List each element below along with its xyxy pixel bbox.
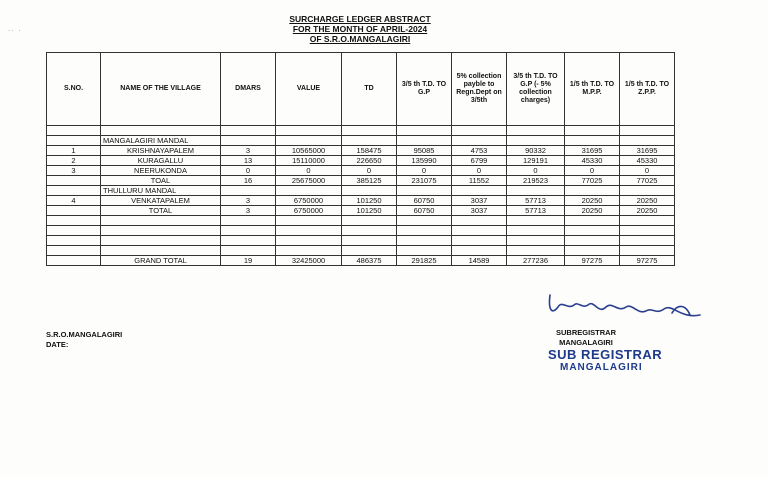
table-cell: 20250 bbox=[565, 206, 620, 216]
table-cell: 3 bbox=[221, 206, 276, 216]
table-cell: 3037 bbox=[452, 206, 507, 216]
table-cell: NEERUKONDA bbox=[101, 166, 221, 176]
table-cell: 219523 bbox=[507, 176, 565, 186]
table-cell bbox=[620, 136, 675, 146]
surcharge-ledger-table bbox=[46, 52, 675, 266]
col-header-zpp: 1/5 th T.D. TO Z.P.P. bbox=[620, 53, 675, 126]
table-cell bbox=[101, 126, 221, 136]
table-cell: 60750 bbox=[397, 206, 452, 216]
table-body bbox=[47, 126, 675, 266]
footer-date-label: DATE: bbox=[46, 340, 69, 349]
table-cell: 3 bbox=[47, 166, 101, 176]
col-header-dmars: DMARS bbox=[221, 53, 276, 126]
table-cell bbox=[452, 246, 507, 256]
table-row bbox=[47, 186, 675, 196]
table-cell bbox=[101, 246, 221, 256]
stamp-line-1: SUB REGISTRAR bbox=[548, 347, 663, 362]
table-cell: MANGALAGIRI MANDAL bbox=[101, 136, 221, 146]
col-header-collection: 5% collection payble to Regn.Dept on 3/5th bbox=[452, 53, 507, 126]
table-cell bbox=[276, 246, 342, 256]
table-cell: 57713 bbox=[507, 196, 565, 206]
table-cell: 6750000 bbox=[276, 196, 342, 206]
table-cell: GRAND TOTAL bbox=[101, 256, 221, 266]
table-cell bbox=[276, 186, 342, 196]
table-row bbox=[47, 236, 675, 246]
table-cell bbox=[221, 236, 276, 246]
table-cell: 226650 bbox=[342, 156, 397, 166]
table-cell bbox=[276, 126, 342, 136]
table-cell: 31695 bbox=[620, 146, 675, 156]
table-cell bbox=[565, 246, 620, 256]
table-cell: 0 bbox=[565, 166, 620, 176]
col-header-td: TD bbox=[342, 53, 397, 126]
table-cell: 6750000 bbox=[276, 206, 342, 216]
table-cell: 10565000 bbox=[276, 146, 342, 156]
table-row bbox=[47, 166, 675, 176]
table-cell: TOAL bbox=[101, 176, 221, 186]
table-cell bbox=[620, 236, 675, 246]
footer-place: MANGALAGIRI bbox=[559, 338, 613, 347]
table-cell: 95085 bbox=[397, 146, 452, 156]
table-cell bbox=[342, 126, 397, 136]
table-cell: 3037 bbox=[452, 196, 507, 206]
table-cell: 31695 bbox=[565, 146, 620, 156]
table-header-row bbox=[47, 53, 675, 126]
col-header-gp-net: 3/5 th T.D. TO G.P (- 5% collection charges) bbox=[507, 53, 565, 126]
table-cell bbox=[507, 226, 565, 236]
table-cell bbox=[397, 186, 452, 196]
table-cell: 0 bbox=[620, 166, 675, 176]
table-cell bbox=[276, 216, 342, 226]
table-cell bbox=[47, 186, 101, 196]
table-cell bbox=[276, 136, 342, 146]
table-cell: 135990 bbox=[397, 156, 452, 166]
table-cell: 77025 bbox=[620, 176, 675, 186]
table-cell bbox=[507, 216, 565, 226]
table-cell bbox=[101, 236, 221, 246]
table-cell: 32425000 bbox=[276, 256, 342, 266]
table-cell bbox=[397, 236, 452, 246]
table-row bbox=[47, 256, 675, 266]
table-cell bbox=[507, 186, 565, 196]
table-cell: 45330 bbox=[565, 156, 620, 166]
table-cell: 0 bbox=[342, 166, 397, 176]
footer-office: S.R.O.MANGALAGIRI bbox=[46, 330, 123, 339]
table-cell: 101250 bbox=[342, 206, 397, 216]
table-row bbox=[47, 216, 675, 226]
table-cell: 13 bbox=[221, 156, 276, 166]
stamp-line-2: MANGALAGIRI bbox=[560, 362, 643, 373]
table-cell bbox=[620, 216, 675, 226]
table-cell: 11552 bbox=[452, 176, 507, 186]
table-cell bbox=[565, 136, 620, 146]
table-cell bbox=[397, 216, 452, 226]
table-cell: 486375 bbox=[342, 256, 397, 266]
table-cell bbox=[620, 186, 675, 196]
table-cell bbox=[507, 126, 565, 136]
table-cell bbox=[47, 176, 101, 186]
table-cell: 158475 bbox=[342, 146, 397, 156]
table-cell: 1 bbox=[47, 146, 101, 156]
table-cell: 25675000 bbox=[276, 176, 342, 186]
col-header-mpp: 1/5 th T.D. TO M.P.P. bbox=[565, 53, 620, 126]
table-cell: 385125 bbox=[342, 176, 397, 186]
table-row bbox=[47, 126, 675, 136]
table-cell bbox=[221, 216, 276, 226]
table-cell bbox=[565, 226, 620, 236]
table-cell bbox=[342, 226, 397, 236]
table-cell bbox=[565, 186, 620, 196]
table-row bbox=[47, 136, 675, 146]
table-row bbox=[47, 146, 675, 156]
table-cell: 0 bbox=[221, 166, 276, 176]
table-cell: 97275 bbox=[565, 256, 620, 266]
table-cell: 3 bbox=[221, 146, 276, 156]
table-cell: 15110000 bbox=[276, 156, 342, 166]
table-cell bbox=[47, 126, 101, 136]
table-cell: 77025 bbox=[565, 176, 620, 186]
table-cell bbox=[221, 246, 276, 256]
scan-marks: · · · bbox=[8, 28, 21, 34]
table-cell: 0 bbox=[452, 166, 507, 176]
table-cell: 45330 bbox=[620, 156, 675, 166]
footer-signatory-block bbox=[556, 328, 616, 348]
table-row bbox=[47, 156, 675, 166]
col-header-gp: 3/5 th T.D. TO G.P bbox=[397, 53, 452, 126]
table-cell bbox=[342, 216, 397, 226]
table-cell bbox=[47, 216, 101, 226]
title-line-2: FOR THE MONTH OF APRIL-2024 bbox=[292, 24, 428, 34]
table-cell bbox=[397, 246, 452, 256]
table-cell: 231075 bbox=[397, 176, 452, 186]
table-cell: 60750 bbox=[397, 196, 452, 206]
table-cell bbox=[342, 186, 397, 196]
table-row bbox=[47, 246, 675, 256]
table-cell bbox=[47, 246, 101, 256]
table-cell: 101250 bbox=[342, 196, 397, 206]
table-cell: 277236 bbox=[507, 256, 565, 266]
table-cell bbox=[452, 186, 507, 196]
table-cell: 14589 bbox=[452, 256, 507, 266]
table-cell bbox=[221, 136, 276, 146]
table-cell: 20250 bbox=[565, 196, 620, 206]
table-cell bbox=[342, 246, 397, 256]
table-cell bbox=[397, 136, 452, 146]
title-line-3: OF S.R.O.MANGALAGIRI bbox=[309, 34, 411, 44]
document-title bbox=[240, 14, 480, 44]
table-cell bbox=[565, 216, 620, 226]
table-cell: 6799 bbox=[452, 156, 507, 166]
table-cell bbox=[452, 136, 507, 146]
table-cell: 0 bbox=[276, 166, 342, 176]
table-cell bbox=[221, 126, 276, 136]
table-cell bbox=[101, 216, 221, 226]
table-cell bbox=[507, 236, 565, 246]
table-cell bbox=[397, 126, 452, 136]
table-row bbox=[47, 206, 675, 216]
table-cell: 129191 bbox=[507, 156, 565, 166]
table-cell bbox=[452, 126, 507, 136]
table-cell bbox=[452, 216, 507, 226]
col-header-value: VALUE bbox=[276, 53, 342, 126]
table-cell bbox=[101, 226, 221, 236]
table-cell bbox=[565, 236, 620, 246]
table-cell: 20250 bbox=[620, 196, 675, 206]
table-cell bbox=[342, 136, 397, 146]
table-cell bbox=[507, 246, 565, 256]
table-row bbox=[47, 176, 675, 186]
table-cell: VENKATAPALEM bbox=[101, 196, 221, 206]
table-cell: 57713 bbox=[507, 206, 565, 216]
table-cell: KRISHNAYAPALEM bbox=[101, 146, 221, 156]
official-stamp bbox=[548, 348, 662, 374]
table-cell: THULLURU MANDAL bbox=[101, 186, 221, 196]
table-row bbox=[47, 196, 675, 206]
table-cell: 4 bbox=[47, 196, 101, 206]
table-cell bbox=[452, 226, 507, 236]
table-cell: 2 bbox=[47, 156, 101, 166]
table-cell bbox=[221, 226, 276, 236]
table-cell bbox=[47, 206, 101, 216]
footer-office-block bbox=[46, 330, 122, 350]
table-cell: 20250 bbox=[620, 206, 675, 216]
table-cell bbox=[565, 126, 620, 136]
table-cell bbox=[620, 226, 675, 236]
table-cell: TOTAL bbox=[101, 206, 221, 216]
table-cell: 97275 bbox=[620, 256, 675, 266]
table-row bbox=[47, 226, 675, 236]
table-cell bbox=[397, 226, 452, 236]
table-cell: 90332 bbox=[507, 146, 565, 156]
table-cell bbox=[342, 236, 397, 246]
col-header-village: NAME OF THE VILLAGE bbox=[101, 53, 221, 126]
table-cell bbox=[47, 226, 101, 236]
table-cell: 19 bbox=[221, 256, 276, 266]
title-line-1: SURCHARGE LEDGER ABSTRACT bbox=[289, 14, 431, 24]
table-cell bbox=[620, 246, 675, 256]
table-cell: 4753 bbox=[452, 146, 507, 156]
table-cell: 16 bbox=[221, 176, 276, 186]
table-cell: 3 bbox=[221, 196, 276, 206]
table-cell bbox=[452, 236, 507, 246]
table-cell bbox=[221, 186, 276, 196]
table-cell bbox=[620, 126, 675, 136]
table-cell bbox=[47, 236, 101, 246]
table-cell bbox=[507, 136, 565, 146]
col-header-sno: S.NO. bbox=[47, 53, 101, 126]
table-cell bbox=[47, 136, 101, 146]
table-cell: 291825 bbox=[397, 256, 452, 266]
signature bbox=[540, 285, 715, 330]
table-cell bbox=[47, 256, 101, 266]
table-cell bbox=[276, 226, 342, 236]
table-cell: 0 bbox=[397, 166, 452, 176]
table-cell: 0 bbox=[507, 166, 565, 176]
table-cell bbox=[276, 236, 342, 246]
footer-designation: SUBREGISTRAR bbox=[556, 328, 617, 337]
table-cell: KURAGALLU bbox=[101, 156, 221, 166]
